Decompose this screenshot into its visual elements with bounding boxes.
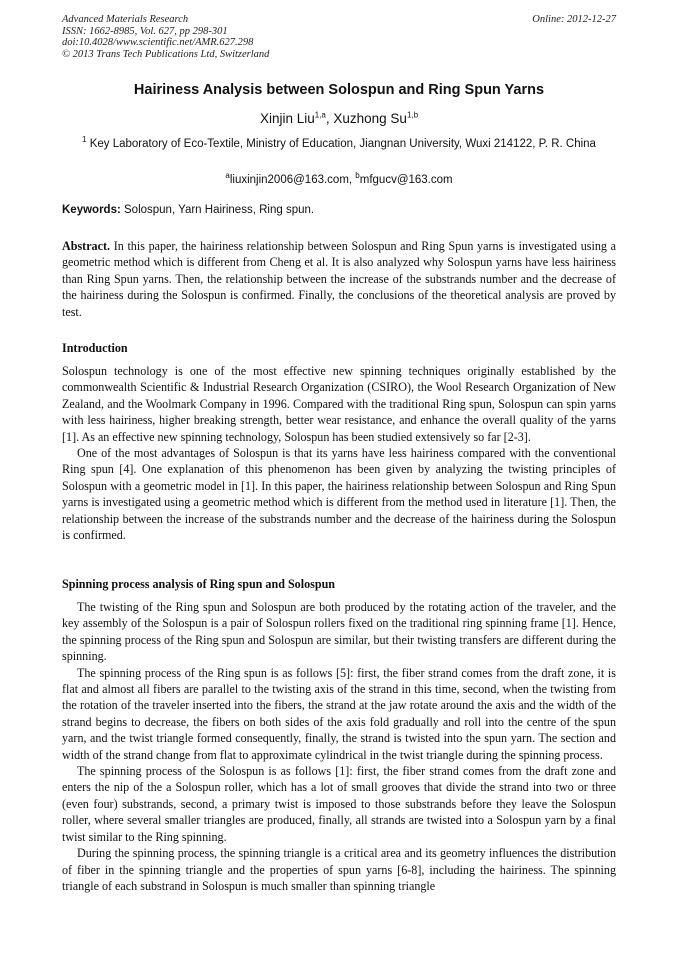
affiliation-text: Key Laboratory of Eco-Textile, Ministry of Education, Jiangnan University, Wuxi 214122, P. R. China [89, 138, 596, 150]
keywords-label: Keywords: [62, 204, 121, 216]
abstract-text: In this paper, the hairiness relationship between Solospun and Ring Spun yarns is investigated using a geometric method which is different from Cheng et al. It is also analyzed why Solospun yarns have less hairiness than Ring Spun yarns. Then, the relationship between the increase of the substrands number and the decrease of the hairiness during the Solospun is confirmed. Finally, the conclusions of the theoretical analysis are proved by test. [62, 239, 616, 319]
copyright-line: © 2013 Trans Tech Publications Ltd, Switzerland [62, 48, 270, 60]
author-sup: 1,b [406, 110, 419, 120]
section-heading-spinning-process: Spinning process analysis of Ring spun and Solospun [62, 577, 336, 591]
paragraph: The spinning process of the Solospun is as follows [1]: first, the fiber strand comes from the draft zone and enters the nip of the a Solospun roller, which has a lot of small grooves that divide the strand into two or three (even four) substrands, second, a primary twist is imposed to those substrands before they leave the Solospun roller, where several smaller triangles are produced, finally, all strands are twisted into a Solospun yarn by a final twist similar to the Ring spinning. [62, 764, 616, 844]
journal-header [62, 14, 269, 60]
abstract-label: Abstract. [62, 239, 111, 253]
email-sup: b [355, 171, 360, 181]
paragraph: The twisting of the Ring spun and Solospun are both produced by the rotating action of the traveler, and the key assembly of the Solospun is a pair of Solospun rollers fixed on the traditional ring spinning frame [1]. Hence, the spinning process of the Ring spun and Solospun are similar, but their twisting transfers are different during the spinning. [62, 600, 616, 664]
author-line [0, 111, 678, 126]
abstract [62, 238, 616, 320]
paper-title: Hairiness Analysis between Solospun and Ring Spun Yarns [133, 82, 545, 98]
email-address[interactable]: mfgucv@163.com [359, 174, 453, 186]
keywords [62, 204, 616, 216]
author-sup: 1,a [314, 110, 326, 120]
section-heading-introduction: Introduction [62, 341, 128, 355]
paragraph: The spinning process of the Ring spun is as follows [5]: first, the fiber strand comes from the draft zone, it is flat and almost all fibers are parallel to the twisting axis of the strand in this time, second, when the twisting from the rotation of the traveler inserted into the fibers, the strand at the jaw rotate around the axis and the width of the strand begins to decrease, the fibers on both sides of the axis fold gradually and roll into the centre of the spun yarn, and the twist triangle formed consequently, finally, the strand is twisted into the spun yarn. The section and width of the strand change from flat to approximate cylindrical in the twist triangle during the spinning process. [62, 665, 616, 762]
author-separator: , [325, 111, 334, 126]
affiliation-sup: 1 [82, 135, 87, 145]
paragraph: Solospun technology is one of the most effective new spinning techniques originally established by the commonwealth Scientific & Industrial Research Organization (CSIRO), the Wool Research Organization of New Zealand, and the Woolmark Company in 1996. Compared with the traditional Ring spun, Solospun can spin yarns with less hairiness, higher breaking strength, better wear resistance, and enhance the overall quality of the yarns [1]. As an effective new spinning technology, Solospun has been studied extensively so far [2-3]. [62, 364, 616, 444]
doi-line: doi:10.4028/www.scientific.net/AMR.627.298 [62, 37, 254, 48]
paragraph: During the spinning process, the spinning triangle is a critical area and its geometry influences the distribution of fiber in the spinning triangle and the properties of spun yarns [6-8], including the hairiness. The spinning triangle of each substrand in Solospun is much smaller than spinning triangle [62, 846, 616, 893]
email-sup: a [225, 171, 230, 181]
introduction-body [62, 363, 616, 543]
author-name: Xuzhong Su [333, 111, 407, 126]
keywords-text: Solospun, Yarn Hairiness, Ring spun. [124, 204, 315, 216]
journal-name: Advanced Materials Research [62, 14, 189, 25]
affiliation [62, 137, 616, 153]
email-line [0, 171, 678, 186]
online-date: Online: 2012-12-27 [532, 14, 616, 25]
author-name: Xinjin Liu [259, 111, 315, 126]
paragraph: One of the most advantages of Solospun is that its yarns have less hairiness compared with the conventional Ring spun [4]. One explanation of this phenomenon has been given by analyzing the twisting principles of Solospun with a geometric model in [1]. In this paper, the hairiness relationship between Solospun and Ring Spun yarns is investigated using a geometric method which is different from the method used in literature [1]. Then, the relationship between the increase of the substrands number and the decrease of the hairiness during the Solospun is confirmed. [62, 446, 616, 543]
email-separator: , [348, 174, 356, 186]
issn-line: ISSN: 1662-8985, Vol. 627, pp 298-301 [62, 25, 228, 37]
email-address[interactable]: liuxinjin2006@163.com [229, 174, 349, 186]
spinning-process-body [62, 599, 616, 894]
